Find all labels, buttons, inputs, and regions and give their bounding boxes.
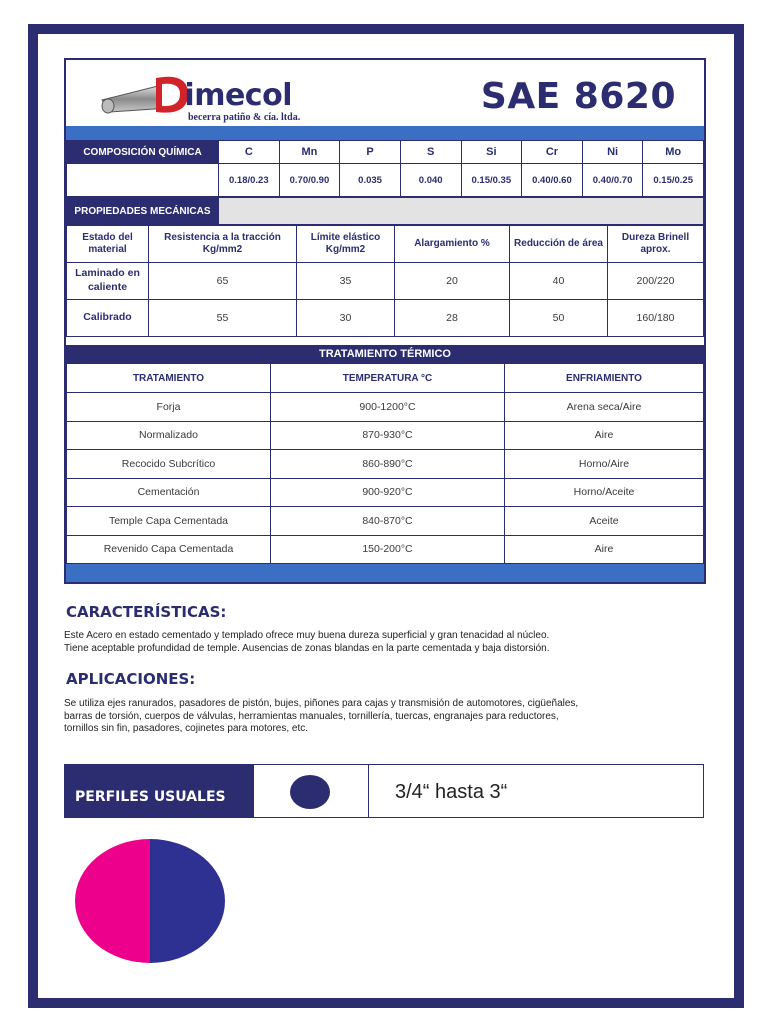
- magenta-half: [75, 839, 150, 963]
- table-row: [67, 393, 704, 422]
- element-header: P: [340, 141, 401, 164]
- treatment-name: Temple Capa Cementada: [67, 507, 271, 536]
- composition-value: 0.70/0.90: [279, 164, 340, 197]
- treatment-cooling: Aire: [505, 535, 704, 564]
- text-line: tornillos sin fin, pasadores, cojinetes para motores, etc.: [64, 723, 309, 734]
- treatment-cooling: Aceite: [505, 507, 704, 536]
- treatment-name: Normalizado: [67, 421, 271, 450]
- element-header: Ni: [582, 141, 643, 164]
- perfiles-label: PERFILES USUALES: [65, 765, 253, 817]
- text-line: barras de torsión, cuerpos de válvulas, herramientas manuales, tornillería, tuercas, engranajes para reductores,: [64, 710, 559, 722]
- text-line: Este Acero en estado cementado y templado ofrece muy buena dureza superficial y gran tenacidad al núcleo.: [64, 630, 550, 641]
- mech-header: Límite elástico Kg/mm2: [297, 226, 395, 263]
- treatment-cooling: Horno/Aire: [505, 450, 704, 479]
- mech-value: 200/220: [608, 263, 704, 300]
- mech-header: Reducción de área: [510, 226, 608, 263]
- table-row: [67, 300, 704, 337]
- treatment-name: Revenido Capa Cementada: [67, 535, 271, 564]
- caracteristicas-text: [64, 630, 714, 655]
- mech-value: 20: [395, 263, 510, 300]
- table-row: [67, 507, 704, 536]
- treatment-temp: 900-1200°C: [271, 393, 505, 422]
- treatment-temp: 900-920°C: [271, 478, 505, 507]
- element-header: Mn: [279, 141, 340, 164]
- treatment-cooling: Aire: [505, 421, 704, 450]
- composition-value: 0.40/0.70: [582, 164, 643, 197]
- sheet-header: [66, 60, 704, 126]
- composition-value: 0.040: [400, 164, 461, 197]
- perfiles-box: [64, 764, 704, 818]
- mech-header: Estado del material: [67, 226, 149, 263]
- mech-value: 28: [395, 300, 510, 337]
- table-row: [67, 478, 704, 507]
- aplicaciones-title: APLICACIONES:: [66, 670, 196, 688]
- profile-shape-cell: [253, 765, 369, 817]
- empty-band: [219, 198, 704, 225]
- element-header: Cr: [522, 141, 583, 164]
- table-row: [67, 535, 704, 564]
- mech-value: 35: [297, 263, 395, 300]
- thermal-header: ENFRIAMIENTO: [505, 364, 704, 393]
- mech-value: 160/180: [608, 300, 704, 337]
- mechanical-label: PROPIEDADES MECÁNICAS: [67, 198, 219, 225]
- composition-value: 0.035: [340, 164, 401, 197]
- logo-subtitle: becerra patiño & cía. ltda.: [188, 112, 301, 123]
- thermal-table: [66, 363, 704, 564]
- blue-band: [66, 564, 704, 582]
- element-header: Mo: [643, 141, 704, 164]
- text-line: Se utiliza ejes ranurados, pasadores de pistón, bujes, piñones para cajas y transmisión de automotores, cigüeñales,: [64, 698, 579, 709]
- composition-value: 0.18/0.23: [219, 164, 280, 197]
- mech-header: Dureza Brinell aprox.: [608, 226, 704, 263]
- composition-label: COMPOSICIÓN QUÍMICA: [67, 141, 219, 164]
- mech-row-label: Laminado en caliente: [67, 263, 149, 300]
- treatment-name: Recocido Subcrítico: [67, 450, 271, 479]
- thermal-header: TEMPERATURA °C: [271, 364, 505, 393]
- caracteristicas-title: CARACTERÍSTICAS:: [66, 603, 227, 621]
- element-header: Si: [461, 141, 522, 164]
- composition-value: 0.40/0.60: [522, 164, 583, 197]
- mech-value: 50: [510, 300, 608, 337]
- table-row: [67, 450, 704, 479]
- empty-cell: [67, 164, 219, 197]
- blue-band: [66, 126, 704, 140]
- treatment-name: Forja: [67, 393, 271, 422]
- treatment-temp: 860-890°C: [271, 450, 505, 479]
- text-line: Tiene aceptable profundidad de temple. Ausencias de zonas blandas en la parte cementada y baja distorsión.: [64, 642, 550, 654]
- aplicaciones-text: [64, 698, 714, 736]
- mech-header: Alargamiento %: [395, 226, 510, 263]
- table-row: [67, 263, 704, 300]
- blue-half: [150, 839, 225, 963]
- treatment-temp: 840-870°C: [271, 507, 505, 536]
- mech-value: 65: [149, 263, 297, 300]
- mech-value: 55: [149, 300, 297, 337]
- logo-wordmark: imecol: [184, 78, 292, 113]
- element-header: C: [219, 141, 280, 164]
- composition-table: [66, 140, 704, 197]
- spacer: [66, 337, 704, 345]
- mech-row-label: Calibrado: [67, 300, 149, 337]
- thermal-title: TRATAMIENTO TÉRMICO: [66, 345, 704, 363]
- sheet-title: SAE 8620: [480, 76, 676, 117]
- dimecol-logo: [100, 70, 320, 123]
- treatment-cooling: Arena seca/Aire: [505, 393, 704, 422]
- treatment-name: Cementación: [67, 478, 271, 507]
- table-row: [67, 421, 704, 450]
- composition-value: 0.15/0.25: [643, 164, 704, 197]
- element-header: S: [400, 141, 461, 164]
- mech-header: Resistencia a la tracción Kg/mm2: [149, 226, 297, 263]
- treatment-temp: 870-930°C: [271, 421, 505, 450]
- thermal-header: TRATAMIENTO: [67, 364, 271, 393]
- mech-value: 30: [297, 300, 395, 337]
- mech-value: 40: [510, 263, 608, 300]
- mechanical-header: [66, 197, 704, 225]
- size-range: 3/4“ hasta 3“: [395, 781, 508, 803]
- treatment-cooling: Horno/Aceite: [505, 478, 704, 507]
- data-sheet: [64, 58, 706, 584]
- mechanical-table: [66, 225, 704, 337]
- composition-value: 0.15/0.35: [461, 164, 522, 197]
- treatment-temp: 150-200°C: [271, 535, 505, 564]
- color-code-icon: [75, 839, 225, 963]
- round-bar-icon: [290, 775, 330, 809]
